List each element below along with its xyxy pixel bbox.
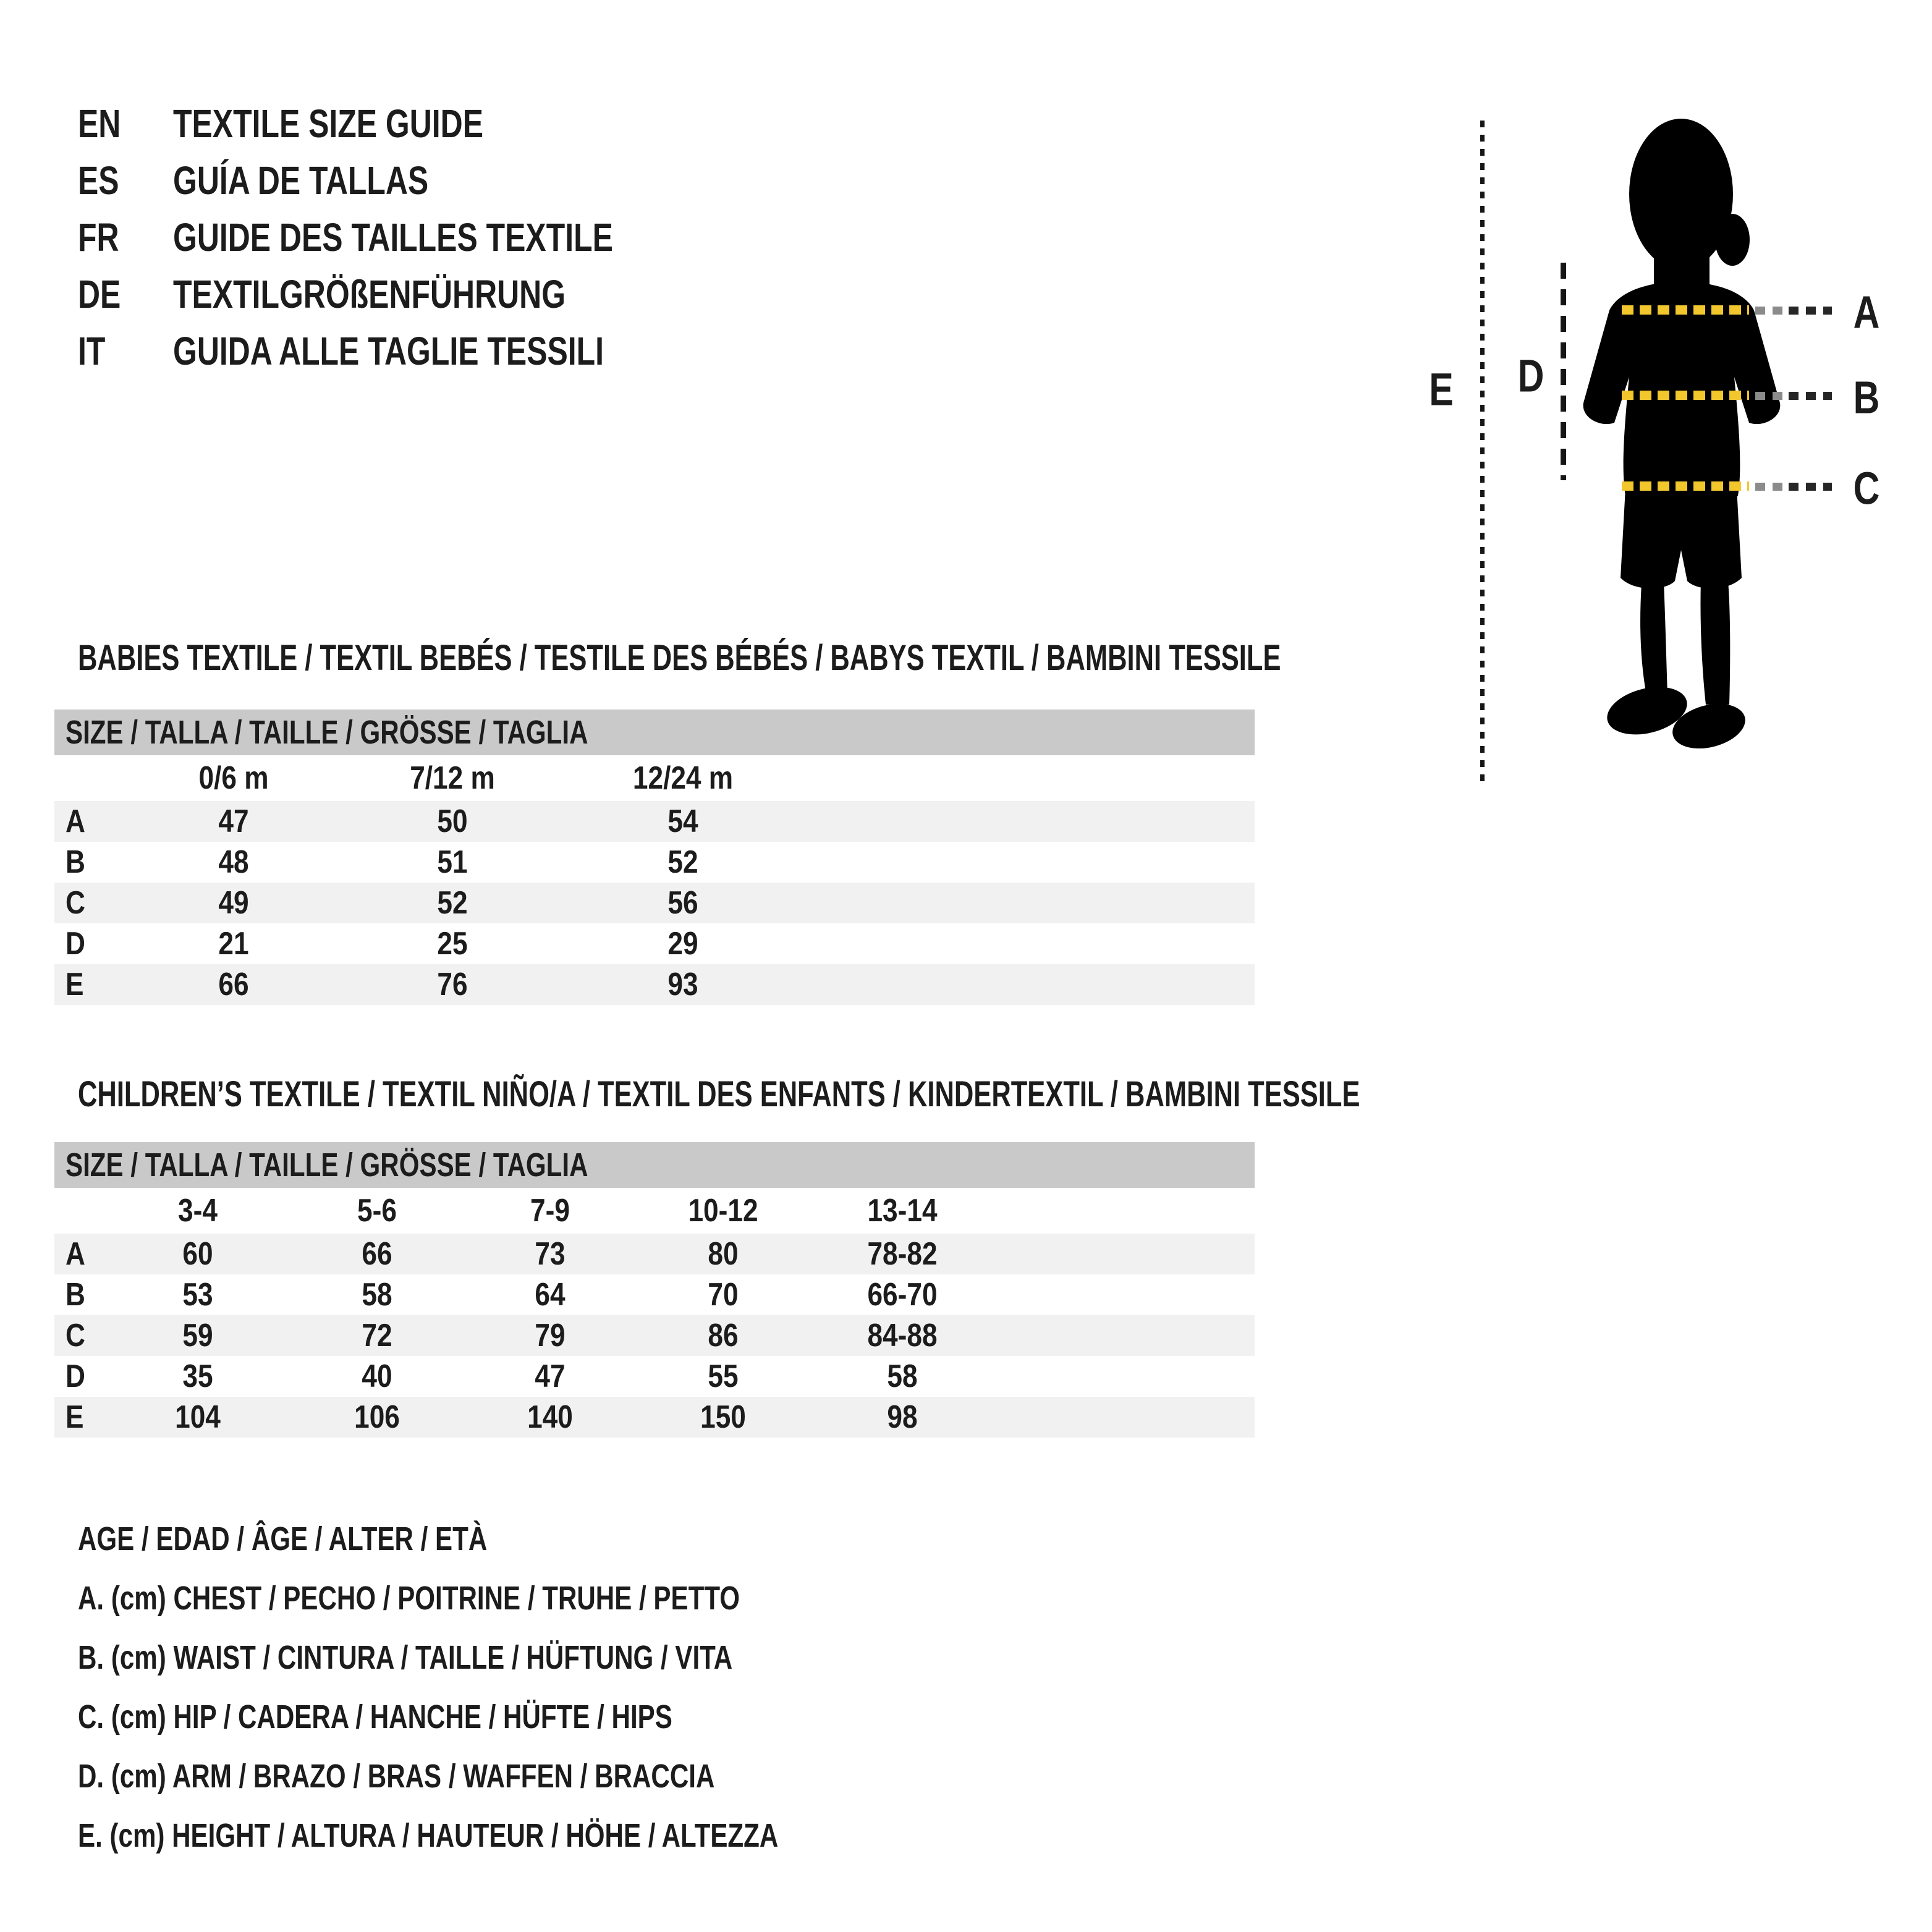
legend-age: AGE / EDAD / ÂGE / ALTER / ETÀ — [78, 1520, 488, 1557]
children-column-headers — [54, 1188, 1255, 1234]
chest-leader-line-a-dark — [1789, 307, 1832, 315]
table-row-e: E 104 106 140 150 98 — [54, 1397, 1255, 1438]
children-col-7-9: 7-9 — [530, 1193, 570, 1229]
table-row-d: D 21 25 29 — [66, 926, 698, 962]
figure-label-a: A — [1853, 286, 1880, 338]
guide-title-de: TEXTILGRÖßENFÜHRUNG — [173, 272, 566, 316]
language-row-fr — [78, 209, 737, 266]
children-col-13-14: 13-14 — [867, 1193, 938, 1229]
hip-leader-line-c — [1755, 483, 1786, 491]
guide-title-es: GUÍA DE TALLAS — [173, 158, 429, 203]
babies-column-headers — [54, 755, 1255, 801]
language-row-de — [78, 266, 676, 323]
table-row-b: B 53 58 64 70 66-70 — [66, 1277, 938, 1313]
table-row-c: C 59 72 79 86 84-88 — [54, 1315, 1255, 1356]
children-col-5-6: 5-6 — [357, 1193, 397, 1229]
legend-hip: C. (cm) HIP / CADERA / HANCHE / HÜFTE / HIPS — [78, 1698, 672, 1735]
waist-measure-line-b — [1622, 391, 1749, 400]
language-row-en — [78, 95, 571, 152]
table-row-d: D 35 40 47 55 58 — [66, 1358, 918, 1394]
babies-col-7-12m: 7/12 m — [410, 760, 495, 796]
table-row-b: B 48 51 52 — [66, 844, 698, 880]
waist-leader-line-b — [1755, 392, 1786, 400]
language-code: FR — [78, 215, 119, 260]
language-row-it — [78, 323, 726, 379]
silhouette-leg-right — [1700, 581, 1730, 705]
table-row-a: A 47 50 54 — [54, 801, 1255, 842]
children-size-header: SIZE / TALLA / TAILLE / GRÖSSE / TAGLIA — [66, 1146, 588, 1184]
children-col-10-12: 10-12 — [688, 1193, 758, 1229]
babies-col-12-24m: 12/24 m — [632, 760, 734, 796]
babies-col-0-6m: 0/6 m — [198, 760, 269, 796]
table-row-e: E 66 76 93 — [54, 964, 1255, 1005]
children-size-table — [54, 1142, 1255, 1438]
legend-waist: B. (cm) WAIST / CINTURA / TAILLE / HÜFTUNG / VITA — [78, 1639, 733, 1676]
waist-leader-line-b-dark — [1789, 392, 1832, 400]
chest-measure-line-a — [1622, 305, 1749, 315]
language-code: ES — [78, 158, 119, 203]
legend-arm: D. (cm) ARM / BRAZO / BRAS / WAFFEN / BRACCIA — [78, 1758, 715, 1795]
height-measure-line-e — [1480, 121, 1485, 782]
hip-measure-line-c — [1622, 481, 1749, 491]
language-row-es — [78, 152, 501, 209]
figure-label-e: E — [1429, 363, 1454, 415]
language-code: DE — [78, 272, 121, 316]
figure-label-c: C — [1853, 462, 1880, 514]
children-section-title: CHILDREN’S TEXTILE / TEXTIL NIÑO/A / TEXTIL DES ENFANTS / KINDERTEXTIL / BAMBINI TESSILE — [78, 1074, 1360, 1114]
language-code: EN — [78, 101, 121, 146]
babies-size-header: SIZE / TALLA / TAILLE / GRÖSSE / TAGLIA — [66, 714, 588, 751]
figure-label-d: D — [1517, 350, 1544, 402]
children-table-header-bar — [54, 1142, 1255, 1188]
babies-section-title: BABIES TEXTILE / TEXTIL BEBÉS / TESTILE DES BÉBÉS / BABYS TEXTIL / BAMBINI TESSILE — [78, 638, 1281, 678]
chest-leader-line-a — [1755, 307, 1786, 315]
babies-table-header-bar — [54, 710, 1255, 755]
legend-height: E. (cm) HEIGHT / ALTURA / HAUTEUR / HÖHE / ALTEZZA — [78, 1817, 779, 1854]
figure-label-b: B — [1853, 371, 1880, 423]
guide-title-fr: GUIDE DES TAILLES TEXTILE — [173, 215, 613, 260]
table-row-a: A 60 66 73 80 78-82 — [54, 1234, 1255, 1274]
guide-title-en: TEXTILE SIZE GUIDE — [173, 101, 484, 146]
silhouette-shorts — [1621, 488, 1742, 588]
legend-chest: A. (cm) CHEST / PECHO / POITRINE / TRUHE / PETTO — [78, 1580, 740, 1617]
table-row-c: C 49 52 56 — [54, 883, 1255, 923]
language-code: IT — [78, 329, 106, 373]
children-col-3-4: 3-4 — [178, 1193, 218, 1229]
arm-measure-line-d — [1561, 263, 1566, 480]
babies-size-table — [54, 710, 1255, 1005]
hip-leader-line-c-dark — [1789, 483, 1832, 491]
guide-title-it: GUIDA ALLE TAGLIE TESSILI — [173, 329, 604, 373]
